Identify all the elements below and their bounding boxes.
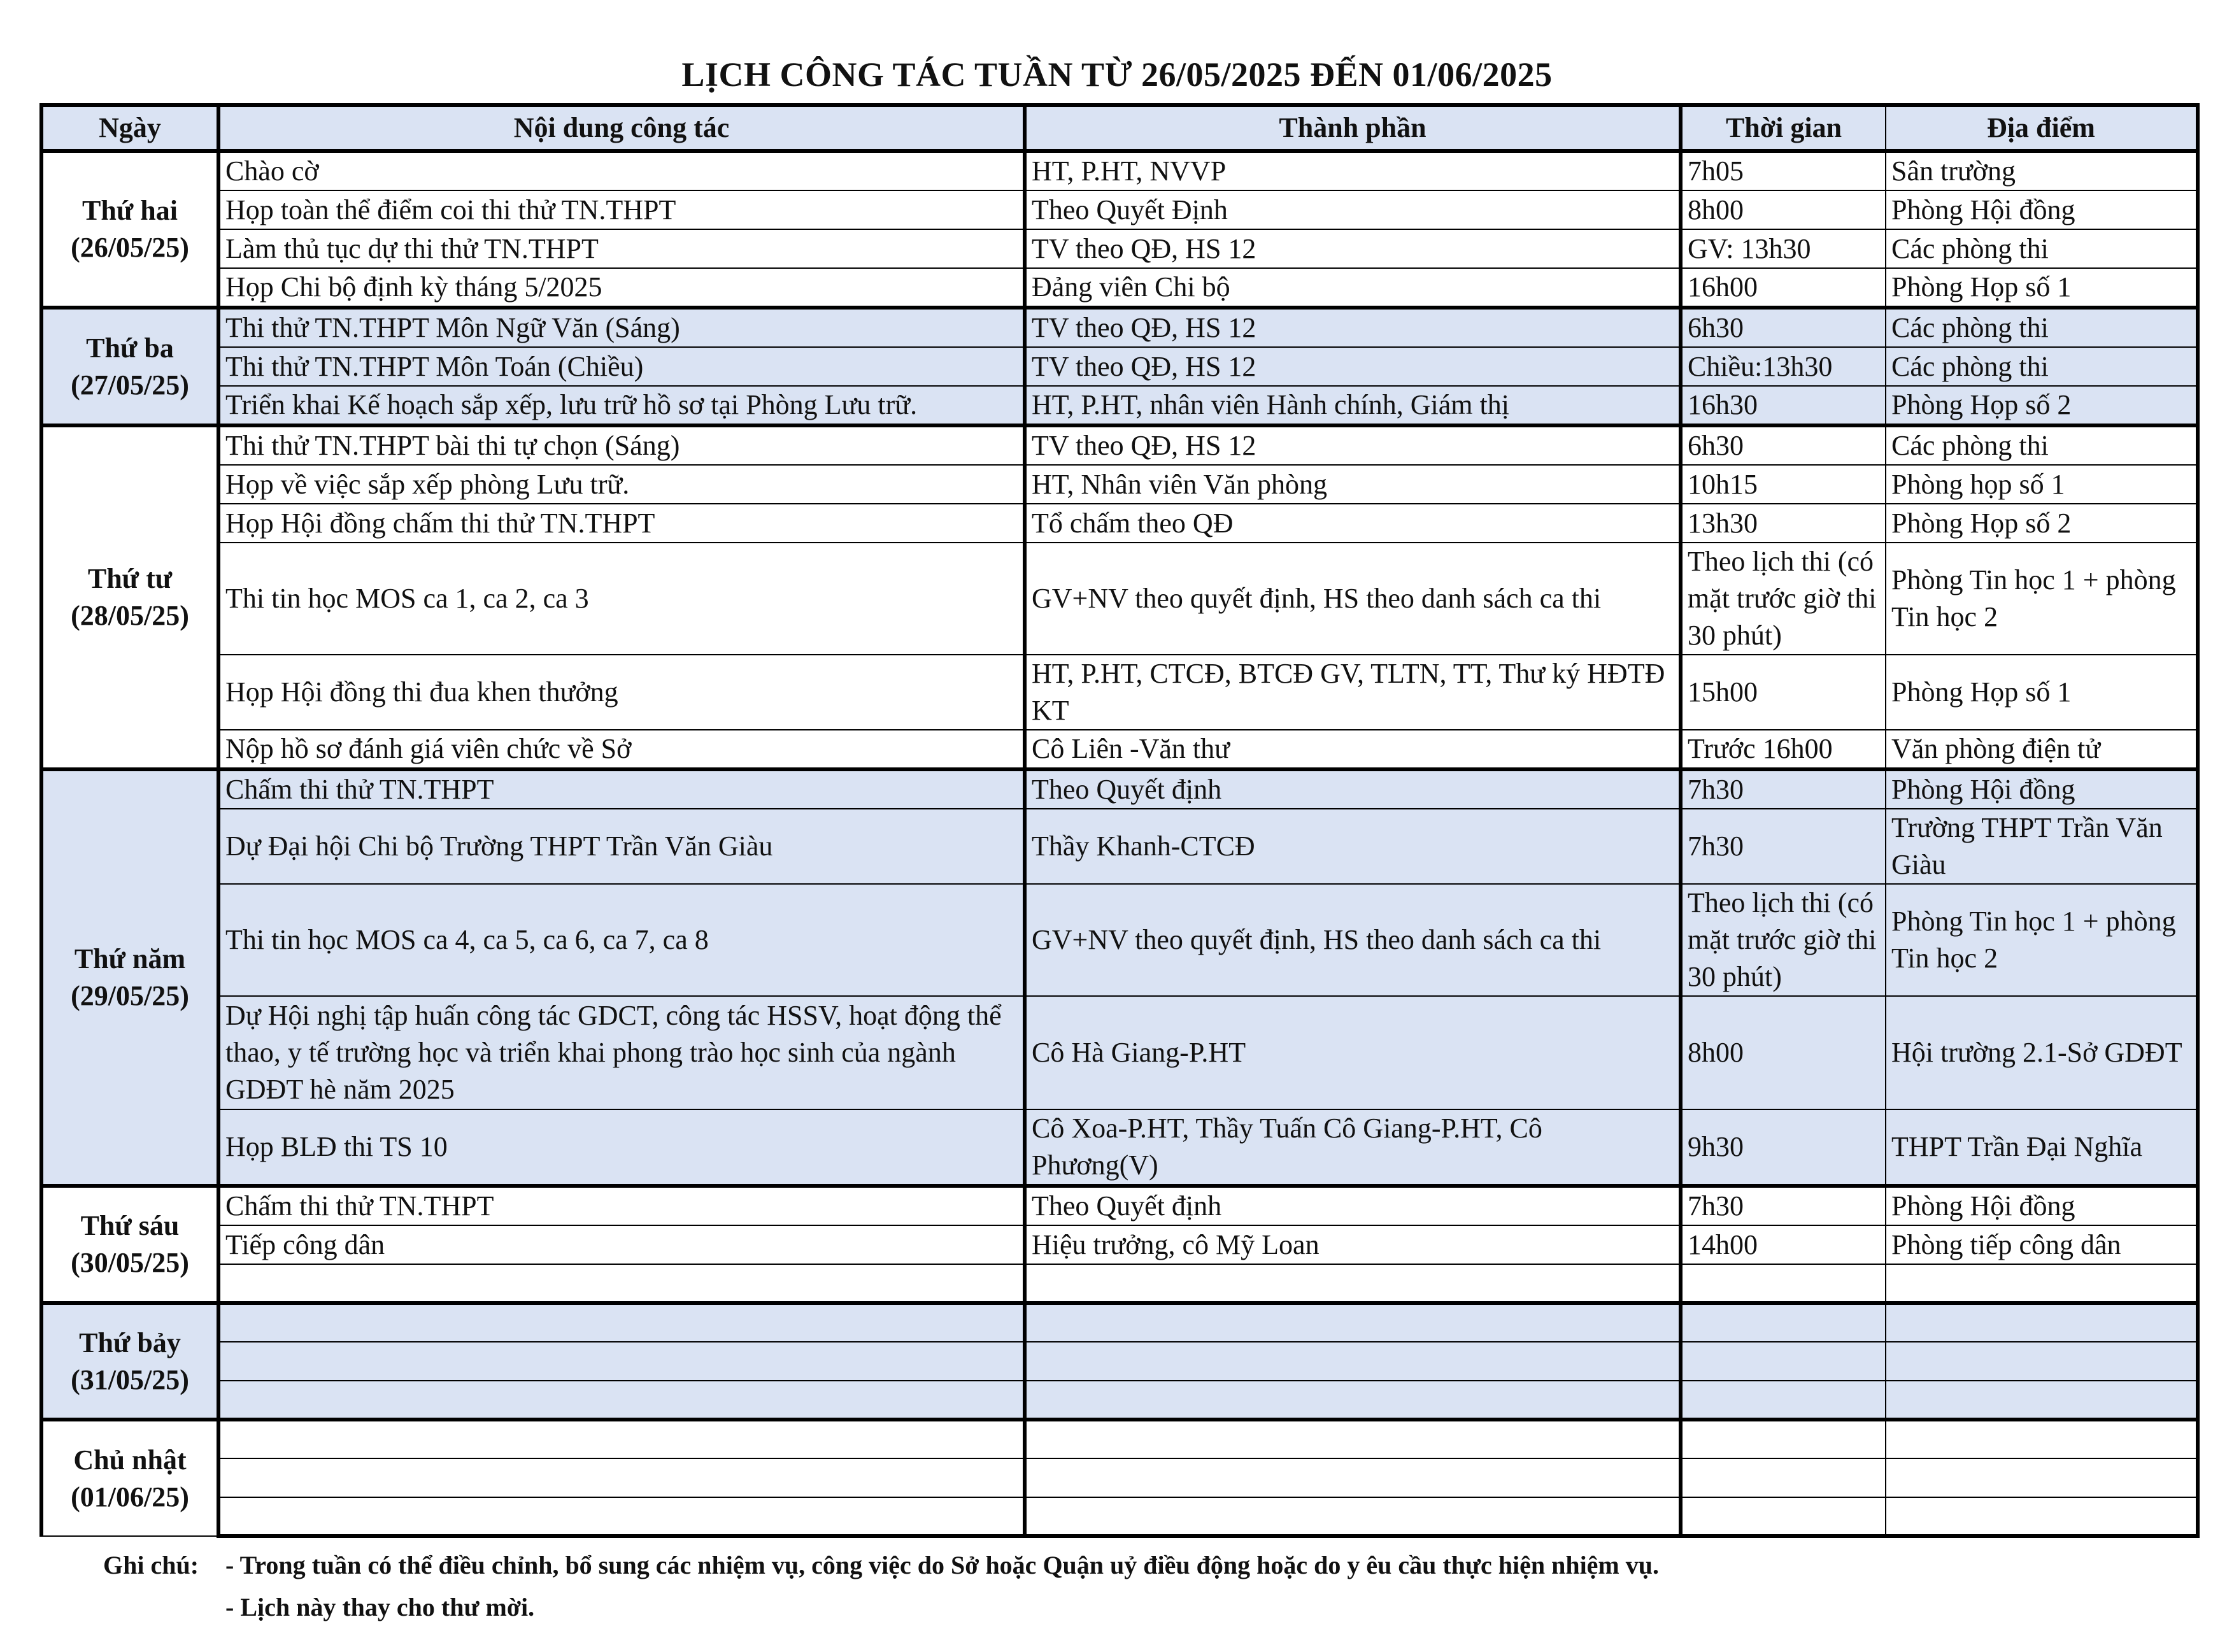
time-cell: 7h30 [1681, 1186, 1886, 1225]
members-cell: TV theo QĐ, HS 12 [1025, 308, 1681, 347]
members-cell: GV+NV theo quyết định, HS theo danh sách ca thi [1025, 884, 1681, 996]
members-cell: Tổ chấm theo QĐ [1025, 504, 1681, 543]
day-date: (30/05/25) [71, 1247, 189, 1278]
day-date: (28/05/25) [71, 600, 189, 631]
day-date: (27/05/25) [71, 369, 189, 401]
place-cell: Phòng Họp số 2 [1886, 504, 2198, 543]
header-day: Ngày [41, 105, 218, 151]
content-cell: Thi tin học MOS ca 1, ca 2, ca 3 [218, 543, 1025, 655]
content-cell: Thi thử TN.THPT bài thi tự chọn (Sáng) [218, 425, 1025, 465]
table-row [41, 996, 2198, 1109]
header-place: Địa điểm [1886, 105, 2198, 151]
time-cell [1681, 1303, 1886, 1342]
content-cell: Triển khai Kế hoạch sắp xếp, lưu trữ hồ sơ tại Phòng Lưu trữ. [218, 386, 1025, 425]
time-cell: 7h05 [1681, 151, 1886, 190]
day-name: Thứ năm [74, 943, 186, 974]
content-cell [218, 1264, 1025, 1303]
table-row [41, 1420, 2198, 1458]
time-cell: GV: 13h30 [1681, 229, 1886, 268]
place-cell: Trường THPT Trần Văn Giàu [1886, 809, 2198, 884]
header-content: Nội dung công tác [218, 105, 1025, 151]
table-row [41, 1186, 2198, 1225]
members-cell [1025, 1420, 1681, 1458]
place-cell [1886, 1458, 2198, 1497]
members-cell: HT, P.HT, nhân viên Hành chính, Giám thị [1025, 386, 1681, 425]
time-cell: 6h30 [1681, 308, 1886, 347]
day-cell [41, 1186, 218, 1303]
members-cell: Cô Hà Giang-P.HT [1025, 996, 1681, 1109]
place-cell: Phòng Họp số 2 [1886, 386, 2198, 425]
members-cell: GV+NV theo quyết định, HS theo danh sách ca thi [1025, 543, 1681, 655]
table-row [41, 425, 2198, 465]
table-row [41, 1497, 2198, 1536]
time-cell: 10h15 [1681, 465, 1886, 504]
place-cell: Hội trường 2.1-Sở GDĐT [1886, 996, 2198, 1109]
table-row [41, 809, 2198, 884]
time-cell: 16h00 [1681, 268, 1886, 308]
table-row [41, 308, 2198, 347]
day-name: Thứ bảy [79, 1327, 181, 1358]
day-date: (31/05/25) [71, 1364, 189, 1395]
table-row [41, 1264, 2198, 1303]
day-cell [41, 308, 218, 425]
day-date: (26/05/25) [71, 232, 189, 263]
content-cell [218, 1420, 1025, 1458]
time-cell: 16h30 [1681, 386, 1886, 425]
content-cell: Họp về việc sắp xếp phòng Lưu trữ. [218, 465, 1025, 504]
notes-list [225, 1544, 2136, 1628]
table-row [41, 1381, 2198, 1420]
day-name: Thứ sáu [80, 1210, 180, 1241]
members-cell: Cô Liên -Văn thư [1025, 730, 1681, 769]
place-cell [1886, 1381, 2198, 1420]
time-cell [1681, 1381, 1886, 1420]
time-cell: 8h00 [1681, 996, 1886, 1109]
content-cell: Thi thử TN.THPT Môn Toán (Chiều) [218, 347, 1025, 386]
members-cell [1025, 1342, 1681, 1381]
day-cell [41, 769, 218, 1186]
place-cell: Các phòng thi [1886, 347, 2198, 386]
schedule-body [41, 151, 2198, 1536]
content-cell: Chấm thi thử TN.THPT [218, 1186, 1025, 1225]
place-cell: Các phòng thi [1886, 425, 2198, 465]
place-cell [1886, 1303, 2198, 1342]
members-cell: Đảng viên Chi bộ [1025, 268, 1681, 308]
content-cell [218, 1381, 1025, 1420]
day-cell [41, 1303, 218, 1420]
page-title: LỊCH CÔNG TÁC TUẦN TỪ 26/05/2025 ĐẾN 01/06/2025 [681, 55, 1553, 94]
place-cell [1886, 1264, 2198, 1303]
table-row [41, 730, 2198, 769]
members-cell: Thầy Khanh-CTCĐ [1025, 809, 1681, 884]
time-cell: Trước 16h00 [1681, 730, 1886, 769]
time-cell: Chiều:13h30 [1681, 347, 1886, 386]
table-row [41, 190, 2198, 229]
table-row [41, 655, 2198, 730]
content-cell [218, 1303, 1025, 1342]
place-cell: Văn phòng điện tử [1886, 730, 2198, 769]
day-cell [41, 1420, 218, 1536]
table-row [41, 543, 2198, 655]
note-item: - Lịch này thay cho thư mời. [225, 1593, 535, 1621]
members-cell: HT, P.HT, NVVP [1025, 151, 1681, 190]
time-cell: 8h00 [1681, 190, 1886, 229]
members-cell: TV theo QĐ, HS 12 [1025, 347, 1681, 386]
schedule-table [39, 103, 2200, 1538]
time-cell [1681, 1458, 1886, 1497]
members-cell [1025, 1381, 1681, 1420]
place-cell: Phòng Tin học 1 + phòng Tin học 2 [1886, 543, 2198, 655]
place-cell [1886, 1497, 2198, 1536]
header-members: Thành phần [1025, 105, 1681, 151]
time-cell: 14h00 [1681, 1225, 1886, 1264]
table-row [41, 884, 2198, 996]
place-cell [1886, 1420, 2198, 1458]
table-row [41, 268, 2198, 308]
content-cell: Dự Đại hội Chi bộ Trường THPT Trần Văn Giàu [218, 809, 1025, 884]
day-date: (01/06/25) [71, 1481, 189, 1513]
time-cell: 7h30 [1681, 809, 1886, 884]
content-cell: Họp toàn thể điểm coi thi thử TN.THPT [218, 190, 1025, 229]
members-cell: TV theo QĐ, HS 12 [1025, 229, 1681, 268]
content-cell: Thi thử TN.THPT Môn Ngữ Văn (Sáng) [218, 308, 1025, 347]
content-cell: Thi tin học MOS ca 4, ca 5, ca 6, ca 7, ca 8 [218, 884, 1025, 996]
content-cell: Họp Hội đồng thi đua khen thưởng [218, 655, 1025, 730]
place-cell: Phòng Họp số 1 [1886, 655, 2198, 730]
day-cell [41, 151, 218, 308]
place-cell: Sân trường [1886, 151, 2198, 190]
table-row [41, 1342, 2198, 1381]
time-cell [1681, 1497, 1886, 1536]
members-cell: Theo Quyết định [1025, 769, 1681, 809]
members-cell: Theo Quyết định [1025, 1186, 1681, 1225]
members-cell [1025, 1458, 1681, 1497]
members-cell: Cô Xoa-P.HT, Thầy Tuấn Cô Giang-P.HT, Cô Phương(V) [1025, 1109, 1681, 1186]
table-row [41, 347, 2198, 386]
notes-label: Ghi chú: [103, 1551, 199, 1579]
place-cell [1886, 1342, 2198, 1381]
table-header-row [41, 105, 2198, 151]
note-item: - Trong tuần có thể điều chỉnh, bổ sung các nhiệm vụ, công việc do Sở hoặc Quận uỷ điều động hoặc do y êu cầu thực hiện nhiệm vụ. [225, 1551, 1659, 1579]
content-cell [218, 1458, 1025, 1497]
day-name: Thứ tư [87, 563, 173, 594]
place-cell: Phòng Hội đồng [1886, 190, 2198, 229]
place-cell: Phòng Hội đồng [1886, 1186, 2198, 1225]
content-cell [218, 1497, 1025, 1536]
table-row [41, 769, 2198, 809]
place-cell: THPT Trần Đại Nghĩa [1886, 1109, 2198, 1186]
members-cell: HT, Nhân viên Văn phòng [1025, 465, 1681, 504]
time-cell: 15h00 [1681, 655, 1886, 730]
members-cell [1025, 1303, 1681, 1342]
day-date: (29/05/25) [71, 980, 189, 1011]
content-cell: Chấm thi thử TN.THPT [218, 769, 1025, 809]
time-cell: Theo lịch thi (có mặt trước giờ thi 30 phút) [1681, 543, 1886, 655]
table-row [41, 504, 2198, 543]
place-cell: Phòng tiếp công dân [1886, 1225, 2198, 1264]
table-row [41, 465, 2198, 504]
day-name: Chủ nhật [73, 1444, 187, 1476]
members-cell: Hiệu trưởng, cô Mỹ Loan [1025, 1225, 1681, 1264]
content-cell: Dự Hội nghị tập huấn công tác GDCT, công tác HSSV, hoạt động thể thao, y tế trường học và triển khai phong trào học sinh của ngành GDĐT hè năm 2025 [218, 996, 1025, 1109]
table-row [41, 229, 2198, 268]
content-cell: Họp BLĐ thi TS 10 [218, 1109, 1025, 1186]
members-cell [1025, 1264, 1681, 1303]
place-cell: Phòng Tin học 1 + phòng Tin học 2 [1886, 884, 2198, 996]
table-row [41, 1109, 2198, 1186]
day-name: Thứ hai [82, 195, 178, 226]
place-cell: Các phòng thi [1886, 308, 2198, 347]
content-cell: Nộp hồ sơ đánh giá viên chức về Sở [218, 730, 1025, 769]
table-row [41, 1303, 2198, 1342]
content-cell: Họp Hội đồng chấm thi thử TN.THPT [218, 504, 1025, 543]
place-cell: Các phòng thi [1886, 229, 2198, 268]
place-cell: Phòng Họp số 1 [1886, 268, 2198, 308]
content-cell: Tiếp công dân [218, 1225, 1025, 1264]
table-row [41, 1225, 2198, 1264]
day-cell [41, 425, 218, 769]
members-cell [1025, 1497, 1681, 1536]
time-cell: 13h30 [1681, 504, 1886, 543]
members-cell: Theo Quyết Định [1025, 190, 1681, 229]
time-cell: 9h30 [1681, 1109, 1886, 1186]
time-cell: 7h30 [1681, 769, 1886, 809]
content-cell: Họp Chi bộ định kỳ tháng 5/2025 [218, 268, 1025, 308]
time-cell [1681, 1420, 1886, 1458]
content-cell: Làm thủ tục dự thi thử TN.THPT [218, 229, 1025, 268]
place-cell: Phòng Hội đồng [1886, 769, 2198, 809]
content-cell [218, 1342, 1025, 1381]
members-cell: TV theo QĐ, HS 12 [1025, 425, 1681, 465]
time-cell: 6h30 [1681, 425, 1886, 465]
time-cell [1681, 1342, 1886, 1381]
members-cell: HT, P.HT, CTCĐ, BTCĐ GV, TLTN, TT, Thư ký HĐTĐ KT [1025, 655, 1681, 730]
day-name: Thứ ba [86, 332, 174, 364]
table-row [41, 151, 2198, 190]
table-row [41, 386, 2198, 425]
table-row [41, 1458, 2198, 1497]
time-cell [1681, 1264, 1886, 1303]
place-cell: Phòng họp số 1 [1886, 465, 2198, 504]
content-cell: Chào cờ [218, 151, 1025, 190]
time-cell: Theo lịch thi (có mặt trước giờ thi 30 phút) [1681, 884, 1886, 996]
header-time: Thời gian [1681, 105, 1886, 151]
